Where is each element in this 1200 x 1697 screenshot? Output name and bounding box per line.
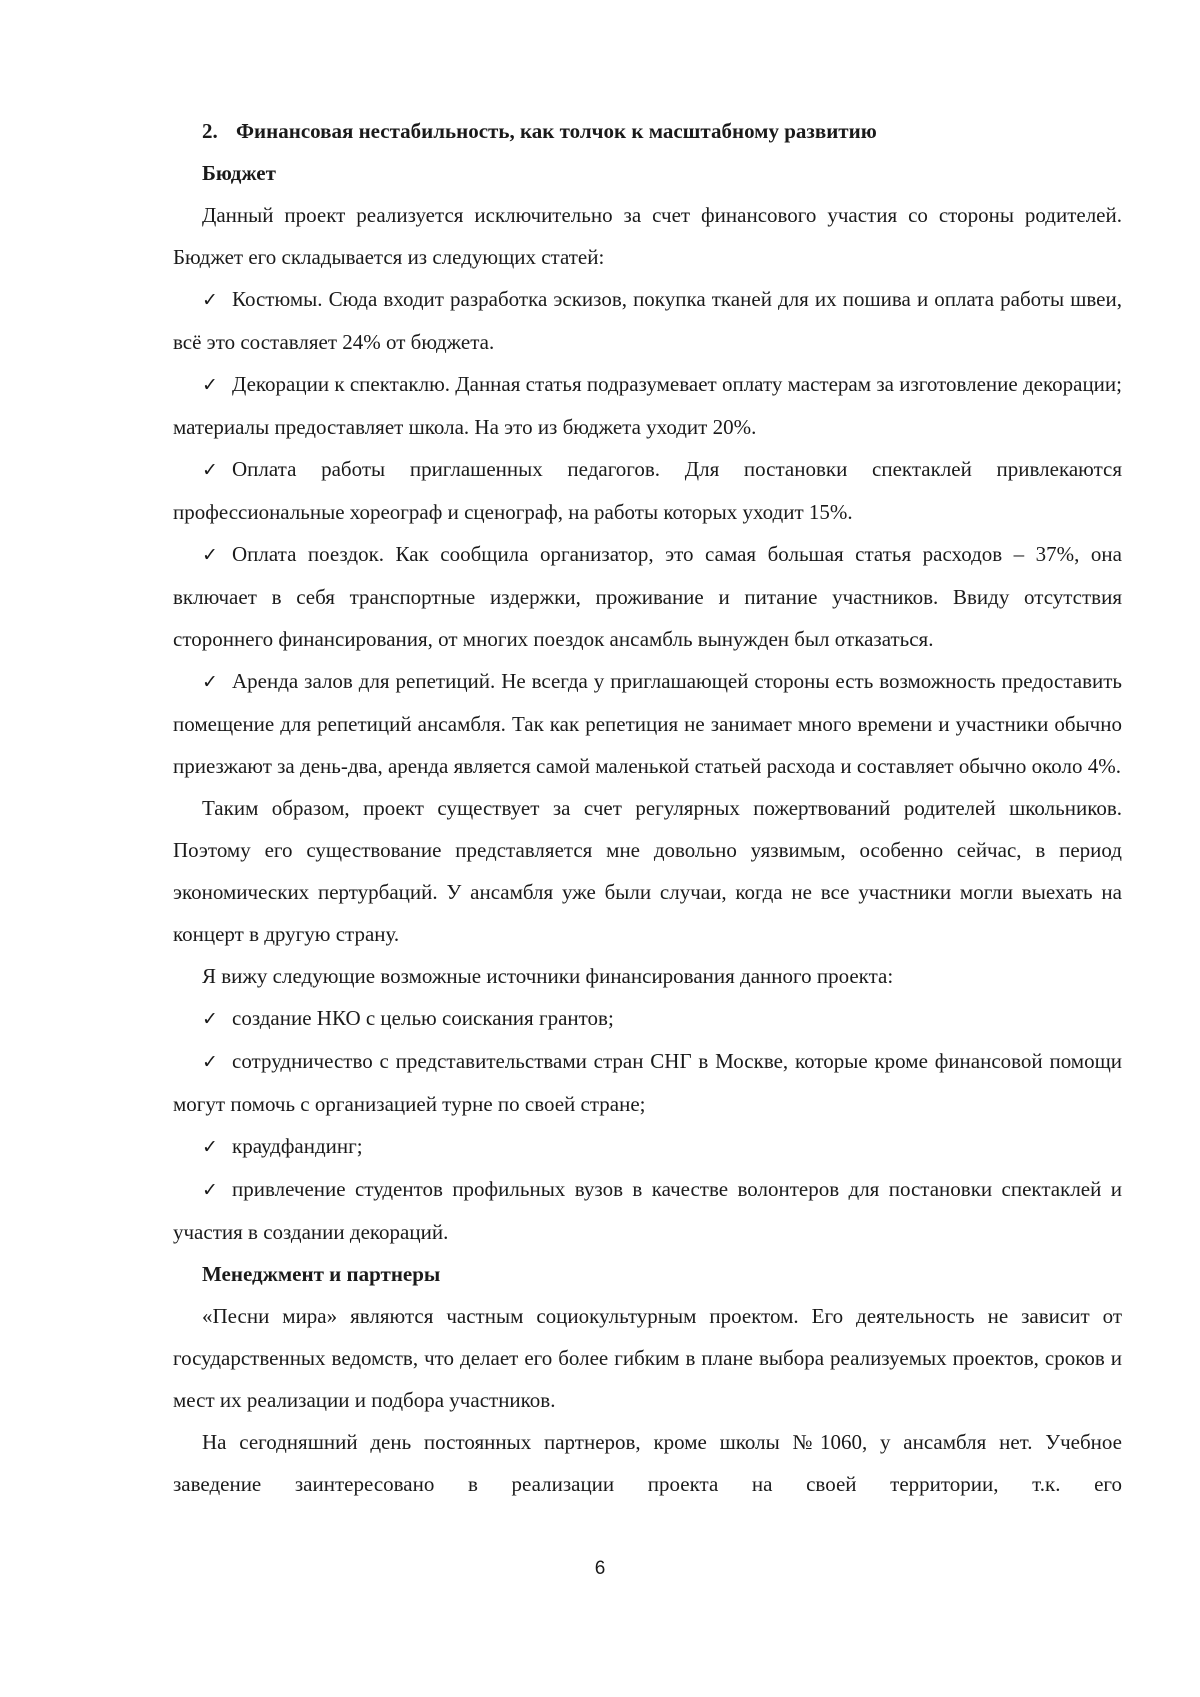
budget-heading: Бюджет xyxy=(202,161,276,185)
funding-source-text: сотрудничество с представительствами стран СНГ в Москве, которые кроме финансовой помощи могут помочь с организацией турне по своей стране; xyxy=(173,1049,1122,1116)
management-paragraph-2: На сегодняшний день постоянных партнеров, кроме школы №1060, у ансамбля нет. Учебное заведение заинтересовано в реализации проекта на своей территории, т.к. его xyxy=(173,1430,1122,1496)
budget-item xyxy=(173,448,1122,533)
checkmark-icon: ✓ xyxy=(202,1051,218,1073)
budget-item-text: Костюмы. Сюда входит разработка эскизов, покупка тканей для их пошива и оплата работы швеи, всё это составляет 24% от бюджета. xyxy=(173,287,1122,354)
funding-sources-intro: Я вижу следующие возможные источники финансирования данного проекта: xyxy=(202,964,894,988)
budget-item xyxy=(173,533,1122,660)
budget-conclusion: Таким образом, проект существует за счет регулярных пожертвований родителей школьников. Поэтому его существование представляется мне довольно уязвимым, особенно сейчас, в период экономических пертурбаций. У ансамбля уже были случаи, когда не все участники могли выехать на концерт в другую страну. xyxy=(173,796,1122,946)
document-page xyxy=(173,110,1122,1505)
section-number: 2. xyxy=(202,119,218,143)
checkmark-icon: ✓ xyxy=(202,1136,218,1158)
section-title-text: Финансовая нестабильность, как толчок к масштабному развитию xyxy=(236,119,877,143)
management-heading: Менеджмент и партнеры xyxy=(202,1262,441,1286)
funding-source-text: привлечение студентов профильных вузов в качестве волонтеров для постановки спектаклей и участия в создании декораций. xyxy=(173,1177,1122,1244)
budget-item-text: Декорации к спектаклю. Данная статья подразумевает оплату мастерам за изготовление декорации; материалы предоставляет школа. На это из бюджета уходит 20%. xyxy=(173,372,1122,439)
budget-item-text: Оплата поездок. Как сообщила организатор, это самая большая статья расходов – 37%, она включает в себя транспортные издержки, проживание и питание участников. Ввиду отсутствия стороннего финансирования, от многих поездок ансамбль вынужден был отказаться. xyxy=(173,542,1122,651)
checkmark-icon: ✓ xyxy=(202,374,218,396)
checkmark-icon: ✓ xyxy=(202,459,218,481)
budget-item-text: Аренда залов для репетиций. Не всегда у приглашающей стороны есть возможность предоставить помещение для репетиций ансамбля. Так как репетиция не занимает много времени и участники обычно приезжают за день-два, аренда является самой маленькой статьей расхода и составляет обычно около 4%. xyxy=(173,669,1122,778)
budget-intro: Данный проект реализуется исключительно за счет финансового участия со стороны родителей. Бюджет его складывается из следующих статей: xyxy=(173,203,1122,269)
checkmark-icon: ✓ xyxy=(202,544,218,566)
budget-item xyxy=(173,660,1122,787)
checkmark-icon: ✓ xyxy=(202,289,218,311)
management-paragraph-1: «Песни мира» являются частным социокультурным проектом. Его деятельность не зависит от государственных ведомств, что делает его более гибким в плане выбора реализуемых проектов, сроков и мест их реализации и подбора участников. xyxy=(173,1304,1122,1412)
funding-source-text: краудфандинг; xyxy=(232,1134,363,1158)
funding-source-item xyxy=(173,997,1122,1040)
section-title xyxy=(173,110,1122,152)
funding-source-item xyxy=(173,1168,1122,1253)
checkmark-icon: ✓ xyxy=(202,1179,218,1201)
budget-item-text: Оплата работы приглашенных педагогов. Для постановки спектаклей привлекаются профессиональные хореограф и сценограф, на работы которых уходит 15%. xyxy=(173,457,1122,524)
funding-source-item xyxy=(173,1040,1122,1125)
budget-item xyxy=(173,363,1122,448)
checkmark-icon: ✓ xyxy=(202,671,218,693)
checkmark-icon: ✓ xyxy=(202,1008,218,1030)
funding-source-text: создание НКО с целью соискания грантов; xyxy=(232,1006,614,1030)
page-number: 6 xyxy=(594,1558,606,1579)
budget-item xyxy=(173,278,1122,363)
funding-source-item xyxy=(173,1125,1122,1168)
